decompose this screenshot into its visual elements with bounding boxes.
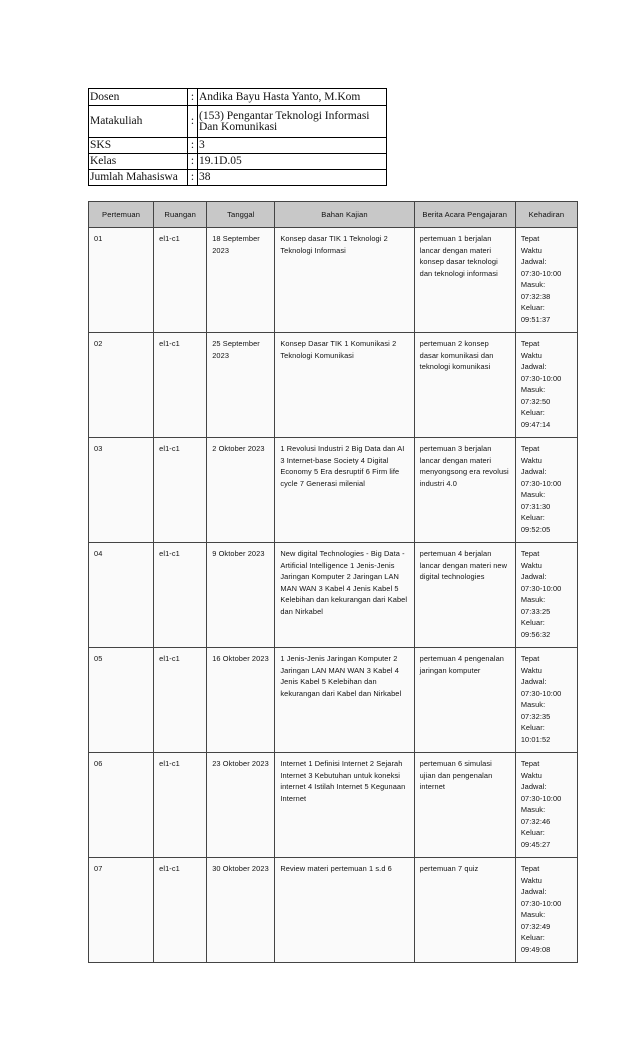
kehadiran-line: Tepat: [520, 864, 540, 873]
cell-bahan-kajian: Konsep dasar TIK 1 Teknologi 2 Teknologi Informasi: [275, 228, 414, 333]
cell-bahan-kajian: Internet 1 Definisi Internet 2 Sejarah Internet 3 Kebutuhan untuk koneksi internet 4 Istilah Internet 5 Kegunaan Internet: [275, 753, 414, 858]
kehadiran-line: 07:32:50: [520, 396, 551, 406]
sks-separator: :: [188, 138, 198, 154]
kehadiran-line: 07:32:46: [520, 816, 551, 826]
cell-kehadiran: [515, 333, 577, 438]
kehadiran-line: Keluar:: [520, 513, 545, 522]
header-berita-acara: Berita Acara Pengajaran: [414, 202, 515, 228]
cell-tanggal: 16 Oktober 2023: [207, 648, 275, 753]
header-pertemuan: Pertemuan: [89, 202, 154, 228]
cell-berita-acara: pertemuan 1 berjalan lancar dengan materi konsep dasar teknologi dan teknologi informasi: [414, 228, 515, 333]
sks-label: SKS: [89, 138, 188, 154]
dosen-separator: :: [188, 89, 198, 106]
kehadiran-line: Tepat: [520, 234, 540, 243]
kehadiran-line: 09:45:27: [520, 839, 551, 849]
kehadiran-line: 09:51:37: [520, 314, 551, 324]
kehadiran-line: 09:47:14: [520, 419, 551, 429]
cell-kehadiran: [515, 543, 577, 648]
cell-pertemuan: 07: [89, 858, 154, 963]
cell-tanggal: 30 Oktober 2023: [207, 858, 275, 963]
kehadiran-line: Waktu: [520, 665, 542, 675]
cell-ruangan: el1-c1: [154, 438, 207, 543]
kelas-value: 19.1D.05: [198, 154, 387, 170]
jumlah-mahasiswa-value: 38: [198, 170, 387, 186]
matakuliah-separator: :: [188, 106, 198, 138]
kelas-separator: :: [188, 154, 198, 170]
course-info-table: [88, 88, 387, 186]
matakuliah-label: Matakuliah: [89, 106, 188, 138]
kehadiran-line: 07:32:49: [520, 921, 551, 931]
kehadiran-line: Masuk:: [520, 700, 546, 709]
kehadiran-line: 07:31:30: [520, 501, 551, 511]
cell-bahan-kajian: Review materi pertemuan 1 s.d 6: [275, 858, 414, 963]
kehadiran-line: Jadwal:: [520, 467, 547, 476]
cell-ruangan: el1-c1: [154, 648, 207, 753]
kehadiran-line: Waktu: [520, 560, 542, 570]
kehadiran-line: Masuk:: [520, 595, 546, 604]
cell-berita-acara: pertemuan 6 simulasi ujian dan pengenalan internet: [414, 753, 515, 858]
kehadiran-line: 07:30-10:00: [520, 793, 562, 803]
kehadiran-line: Waktu: [520, 770, 542, 780]
kehadiran-line: Waktu: [520, 350, 542, 360]
kelas-label: Kelas: [89, 154, 188, 170]
cell-kehadiran: [515, 648, 577, 753]
kehadiran-line: 07:30-10:00: [520, 478, 562, 488]
kehadiran-line: Tepat: [520, 444, 540, 453]
header-kehadiran: Kehadiran: [515, 202, 577, 228]
cell-tanggal: 9 Oktober 2023: [207, 543, 275, 648]
kehadiran-line: 07:30-10:00: [520, 268, 562, 278]
kehadiran-line: Tepat: [520, 654, 540, 663]
kehadiran-line: Waktu: [520, 875, 542, 885]
table-row: [89, 858, 578, 963]
table-row: [89, 228, 578, 333]
kehadiran-line: Tepat: [520, 759, 540, 768]
kehadiran-line: Waktu: [520, 245, 542, 255]
cell-tanggal: 2 Oktober 2023: [207, 438, 275, 543]
table-row: [89, 648, 578, 753]
table-row: [89, 753, 578, 858]
kehadiran-line: 09:56:32: [520, 629, 551, 639]
kehadiran-line: Keluar:: [520, 723, 545, 732]
cell-pertemuan: 01: [89, 228, 154, 333]
header-bahan-kajian: Bahan Kajian: [275, 202, 414, 228]
cell-kehadiran: [515, 228, 577, 333]
cell-ruangan: el1-c1: [154, 753, 207, 858]
kehadiran-line: Masuk:: [520, 385, 546, 394]
cell-bahan-kajian: New digital Technologies - Big Data - Artificial Intelligence 1 Jenis-Jenis Jaringan Komputer 2 Jaringan LAN MAN WAN 3 Kabel 4 Jenis Kabel 5 Kelebihan dan kekurangan dari Kabel dan Nirkabel: [275, 543, 414, 648]
cell-ruangan: el1-c1: [154, 543, 207, 648]
dosen-label: Dosen: [89, 89, 188, 106]
kehadiran-line: 07:30-10:00: [520, 898, 562, 908]
kehadiran-line: Jadwal:: [520, 362, 547, 371]
kehadiran-line: Keluar:: [520, 408, 545, 417]
cell-bahan-kajian: 1 Revolusi Industri 2 Big Data dan AI 3 Internet-base Society 4 Digital Economy 5 Era desruptif 6 Firm life cycle 7 Generasi milenial: [275, 438, 414, 543]
cell-tanggal: 23 Oktober 2023: [207, 753, 275, 858]
cell-ruangan: el1-c1: [154, 333, 207, 438]
cell-ruangan: el1-c1: [154, 228, 207, 333]
cell-berita-acara: pertemuan 4 pengenalan jaringan komputer: [414, 648, 515, 753]
sks-value: 3: [198, 138, 387, 154]
table-row: [89, 543, 578, 648]
cell-pertemuan: 02: [89, 333, 154, 438]
table-header-row: [89, 202, 578, 228]
kehadiran-line: Tepat: [520, 339, 540, 348]
cell-kehadiran: [515, 438, 577, 543]
kehadiran-line: Jadwal:: [520, 677, 547, 686]
cell-berita-acara: pertemuan 2 konsep dasar komunikasi dan teknologi komunikasi: [414, 333, 515, 438]
kehadiran-line: 07:30-10:00: [520, 373, 562, 383]
kehadiran-line: Masuk:: [520, 910, 546, 919]
cell-berita-acara: pertemuan 3 berjalan lancar dengan materi menyongsong era revolusi industri 4.0: [414, 438, 515, 543]
cell-ruangan: el1-c1: [154, 858, 207, 963]
cell-bahan-kajian: Konsep Dasar TIK 1 Komunikasi 2 Teknologi Komunikasi: [275, 333, 414, 438]
kehadiran-line: Keluar:: [520, 933, 545, 942]
jumlah-mahasiswa-label: Jumlah Mahasiswa: [89, 170, 188, 186]
kehadiran-line: 07:30-10:00: [520, 583, 562, 593]
kehadiran-line: 07:32:35: [520, 711, 551, 721]
kehadiran-line: Keluar:: [520, 828, 545, 837]
header-tanggal: Tanggal: [207, 202, 275, 228]
kehadiran-line: Keluar:: [520, 303, 545, 312]
cell-pertemuan: 05: [89, 648, 154, 753]
cell-tanggal: 25 September 2023: [207, 333, 275, 438]
cell-berita-acara: pertemuan 4 berjalan lancar dengan materi new digital technologies: [414, 543, 515, 648]
kehadiran-line: Jadwal:: [520, 257, 547, 266]
kehadiran-line: 10:01:52: [520, 734, 551, 744]
cell-pertemuan: 03: [89, 438, 154, 543]
kehadiran-line: Jadwal:: [520, 572, 547, 581]
kehadiran-line: Tepat: [520, 549, 540, 558]
cell-pertemuan: 06: [89, 753, 154, 858]
dosen-value: Andika Bayu Hasta Yanto, M.Kom: [198, 89, 387, 106]
kehadiran-line: 09:49:08: [520, 944, 551, 954]
kehadiran-line: 09:52:05: [520, 524, 551, 534]
kehadiran-line: Keluar:: [520, 618, 545, 627]
kehadiran-line: Masuk:: [520, 280, 546, 289]
kehadiran-line: 07:33:25: [520, 606, 551, 616]
header-ruangan: Ruangan: [154, 202, 207, 228]
cell-kehadiran: [515, 753, 577, 858]
cell-berita-acara: pertemuan 7 quiz: [414, 858, 515, 963]
cell-tanggal: 18 September 2023: [207, 228, 275, 333]
jumlah-mahasiswa-separator: :: [188, 170, 198, 186]
kehadiran-line: Jadwal:: [520, 887, 547, 896]
kehadiran-line: 07:30-10:00: [520, 688, 562, 698]
kehadiran-line: Waktu: [520, 455, 542, 465]
kehadiran-line: Masuk:: [520, 805, 546, 814]
table-row: [89, 333, 578, 438]
cell-bahan-kajian: 1 Jenis-Jenis Jaringan Komputer 2 Jaringan LAN MAN WAN 3 Kabel 4 Jenis Kabel 5 Kelebihan dan kekurangan dari Kabel dan Nirkabel: [275, 648, 414, 753]
attendance-table: [88, 201, 578, 963]
kehadiran-line: Masuk:: [520, 490, 546, 499]
cell-kehadiran: [515, 858, 577, 963]
kehadiran-line: 07:32:38: [520, 291, 551, 301]
kehadiran-line: Jadwal:: [520, 782, 547, 791]
matakuliah-value: (153) Pengantar Teknologi Informasi Dan Komunikasi: [198, 106, 387, 138]
cell-pertemuan: 04: [89, 543, 154, 648]
table-row: [89, 438, 578, 543]
